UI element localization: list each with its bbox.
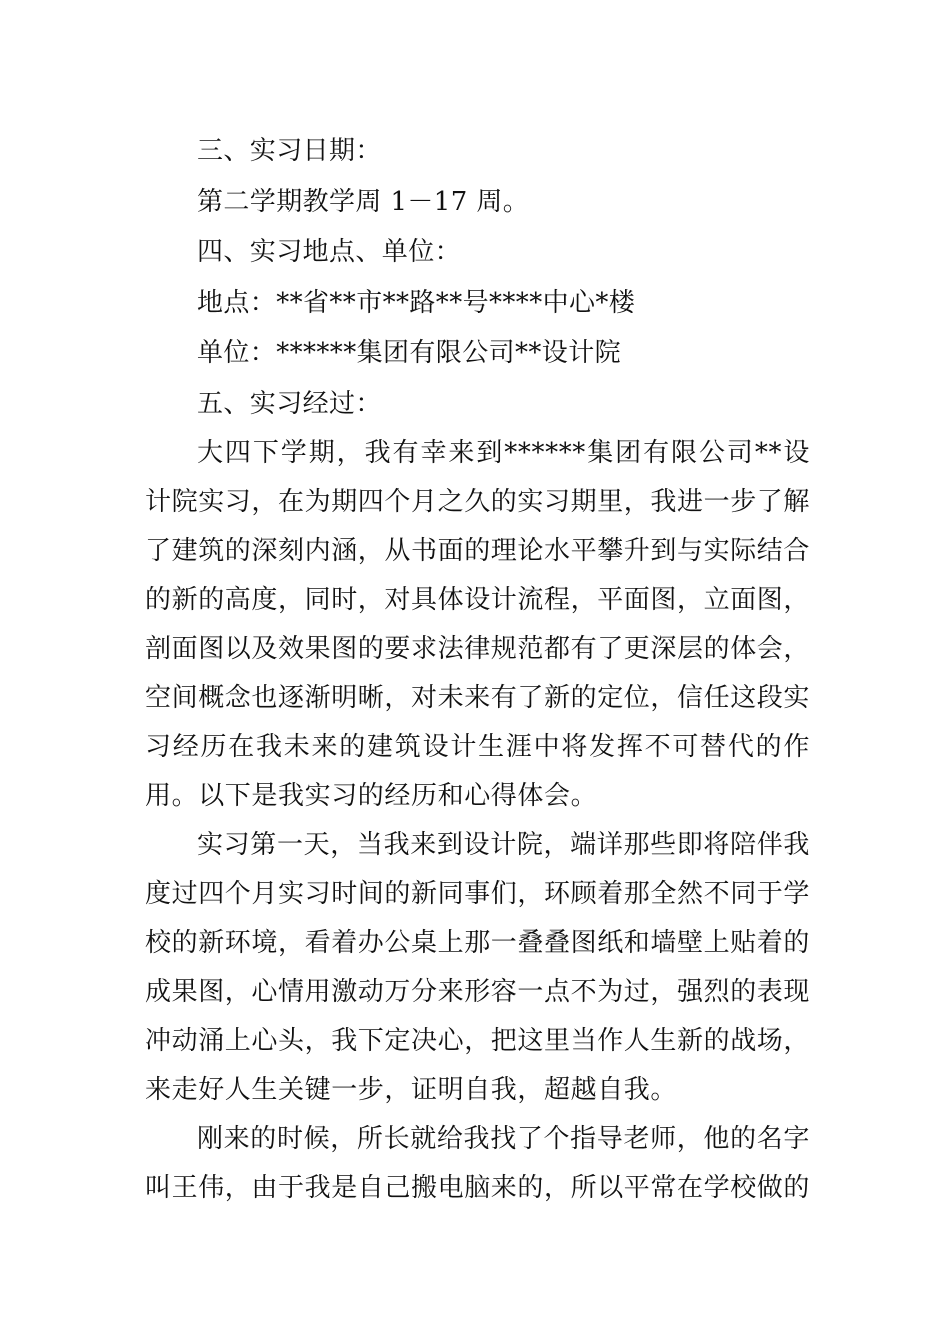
document-body (145, 126, 810, 1213)
section-heading-location: 四、实习地点、单位： (197, 237, 462, 267)
section-heading-process: 五、实习经过： (197, 388, 382, 419)
paragraph-1: 大四下学期，我有幸来到******集团有限公司**设计院实习，在为期四个月之久的实习期里，我进一步了解了建筑的深刻内涵，从书面的理论水平攀升到与实际结合的新的高度，同时，对具体设计流程，平面图，立面图，剖面图以及效果图的要求法律规范都有了更深层的体会，空间概念也逐渐明晰，对未来有了新的定位，信任这段实习经历在我未来的建筑设计生涯中将发挥不可替代的作用。以下是我实习的经历和心得体会。 (145, 438, 811, 811)
location-text: 地点：**省**市**路**号****中心*楼 (197, 287, 636, 318)
unit-text: 单位：******集团有限公司**设计院 (197, 338, 622, 368)
paragraph-3: 刚来的时候，所长就给我找了个指导老师，他的名字叫王伟，由于我是自己搬电脑来的，所以平常在学校做的 (145, 1124, 811, 1203)
dates-text: 第二学期教学周 1－17 周。 (197, 186, 530, 217)
paragraph-2: 实习第一天，当我来到设计院，端详那些即将陪伴我度过四个月实习时间的新同事们，环顾着那全然不同于学校的新环境，看着办公桌上那一叠叠图纸和墙壁上贴着的成果图，心情用激动万分来形容一点不为过，强烈的表现冲动涌上心头，我下定决心，把这里当作人生新的战场，来走好人生关键一步，证明自我，超越自我。 (145, 830, 811, 1105)
section-heading-dates: 三、实习日期： (197, 136, 382, 166)
